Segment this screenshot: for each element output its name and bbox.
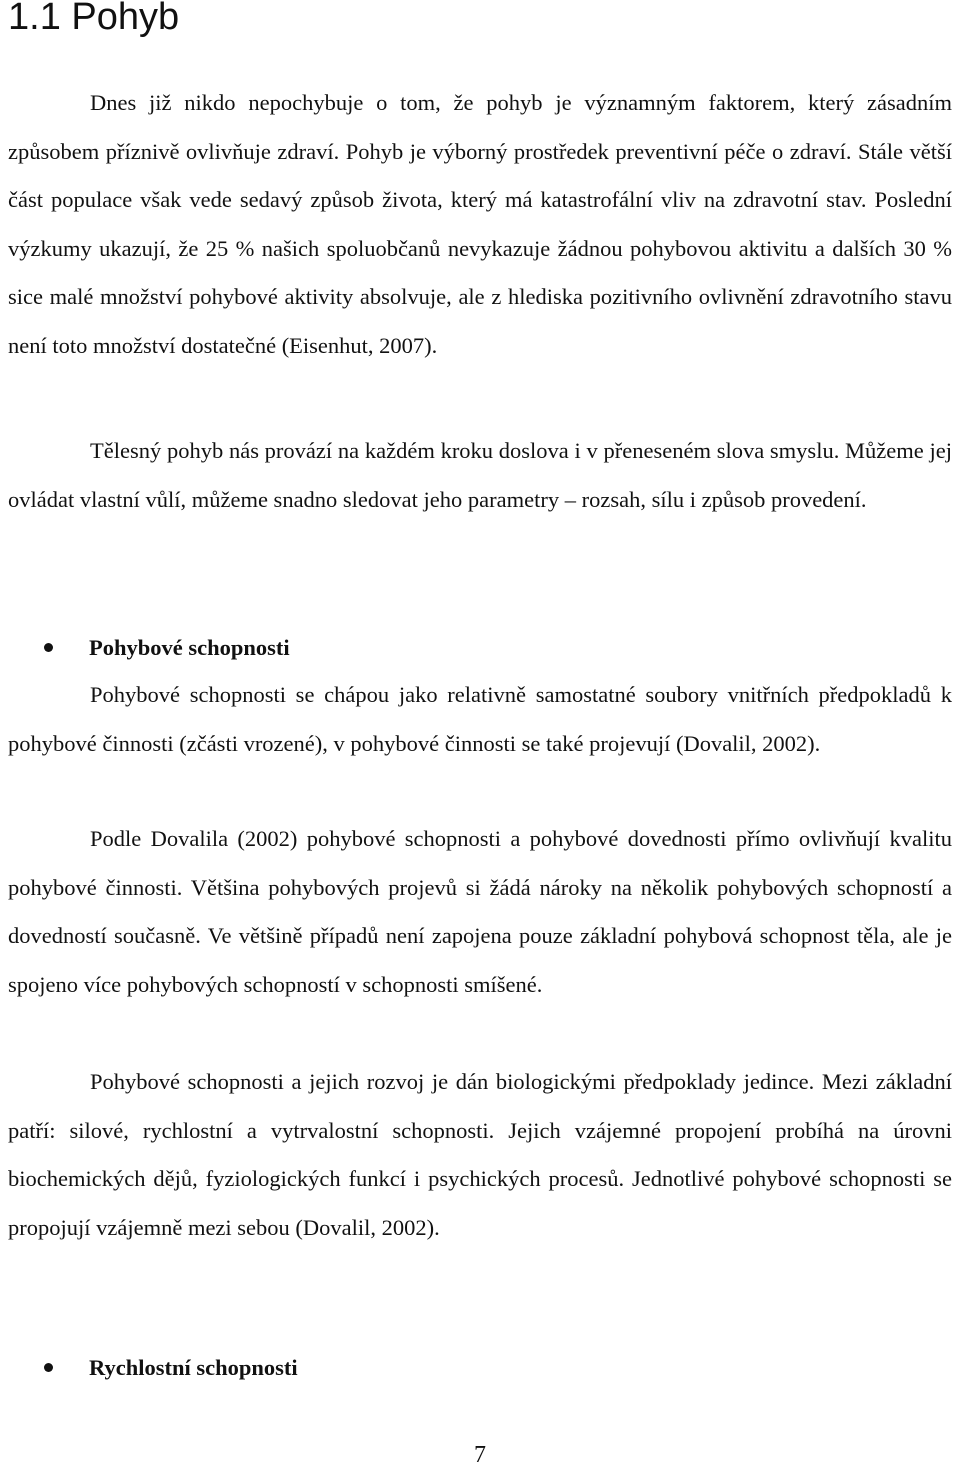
paragraph-4-text: Podle Dovalila (2002) pohybové schopnosti a pohybové dovednosti přímo ovlivňují kvalitu pohybové činnosti. Většina pohybových projevů si žádá nároky na několik pohybových schopností a dovedností současně. Ve většině případů není zapojena pouze základní pohybová schopnost těla, ale je spojeno více pohybových schopností v schopnosti smíšené. — [8, 826, 952, 997]
paragraph-1 — [8, 79, 952, 370]
paragraph-2-text: Tělesný pohyb nás provází na každém kroku doslova i v přeneseném slova smyslu. Můžeme jej ovládat vlastní vůlí, můžeme snadno sledovat jeho parametry – rozsah, sílu i způsob provedení. — [8, 438, 952, 512]
bullet-icon — [44, 1363, 53, 1372]
paragraph-5-text: Pohybové schopnosti a jejich rozvoj je dán biologickými předpoklady jedince. Mezi základní patří: silové, rychlostní a vytrvalostní schopnosti. Jejich vzájemné propojení probíhá na úrovni biochemických dějů, fyziologických funkcí i psychických procesů. Jednotlivé pohybové schopnosti se propojují vzájemně mezi sebou (Dovalil, 2002). — [8, 1069, 952, 1240]
paragraph-2 — [8, 427, 952, 524]
bullet-heading-text: Pohybové schopnosti — [89, 635, 290, 660]
page-number: 7 — [474, 1442, 486, 1468]
section-heading: 1.1 Pohyb — [8, 0, 180, 38]
bullet-heading-rychlostni-schopnosti — [44, 1353, 298, 1383]
paragraph-3-text: Pohybové schopnosti se chápou jako relativně samostatné soubory vnitřních předpokladů k pohybové činnosti (zčásti vrozené), v pohybové činnosti se také projevují (Dovalil, 2002). — [8, 682, 952, 756]
paragraph-4 — [8, 815, 952, 1009]
bullet-heading-pohybove-schopnosti — [44, 633, 290, 663]
paragraph-3 — [8, 671, 952, 768]
paragraph-5 — [8, 1058, 952, 1252]
bullet-heading-text: Rychlostní schopnosti — [89, 1355, 298, 1380]
bullet-icon — [44, 643, 53, 652]
paragraph-1-text: Dnes již nikdo nepochybuje o tom, že pohyb je významným faktorem, který zásadním způsobem příznivě ovlivňuje zdraví. Pohyb je výborný prostředek preventivní péče o zdraví. Stále větší část populace však vede sedavý způsob života, který má katastrofální vliv na zdravotní stav. Poslední výzkumy ukazují, že 25 % našich spoluobčanů nevykazuje žádnou pohybovou aktivitu a dalších 30 % sice malé množství pohybové aktivity absolvuje, ale z hlediska pozitivního ovlivnění zdravotního stavu není toto množství dostatečné (Eisenhut, 2007). — [8, 90, 952, 358]
